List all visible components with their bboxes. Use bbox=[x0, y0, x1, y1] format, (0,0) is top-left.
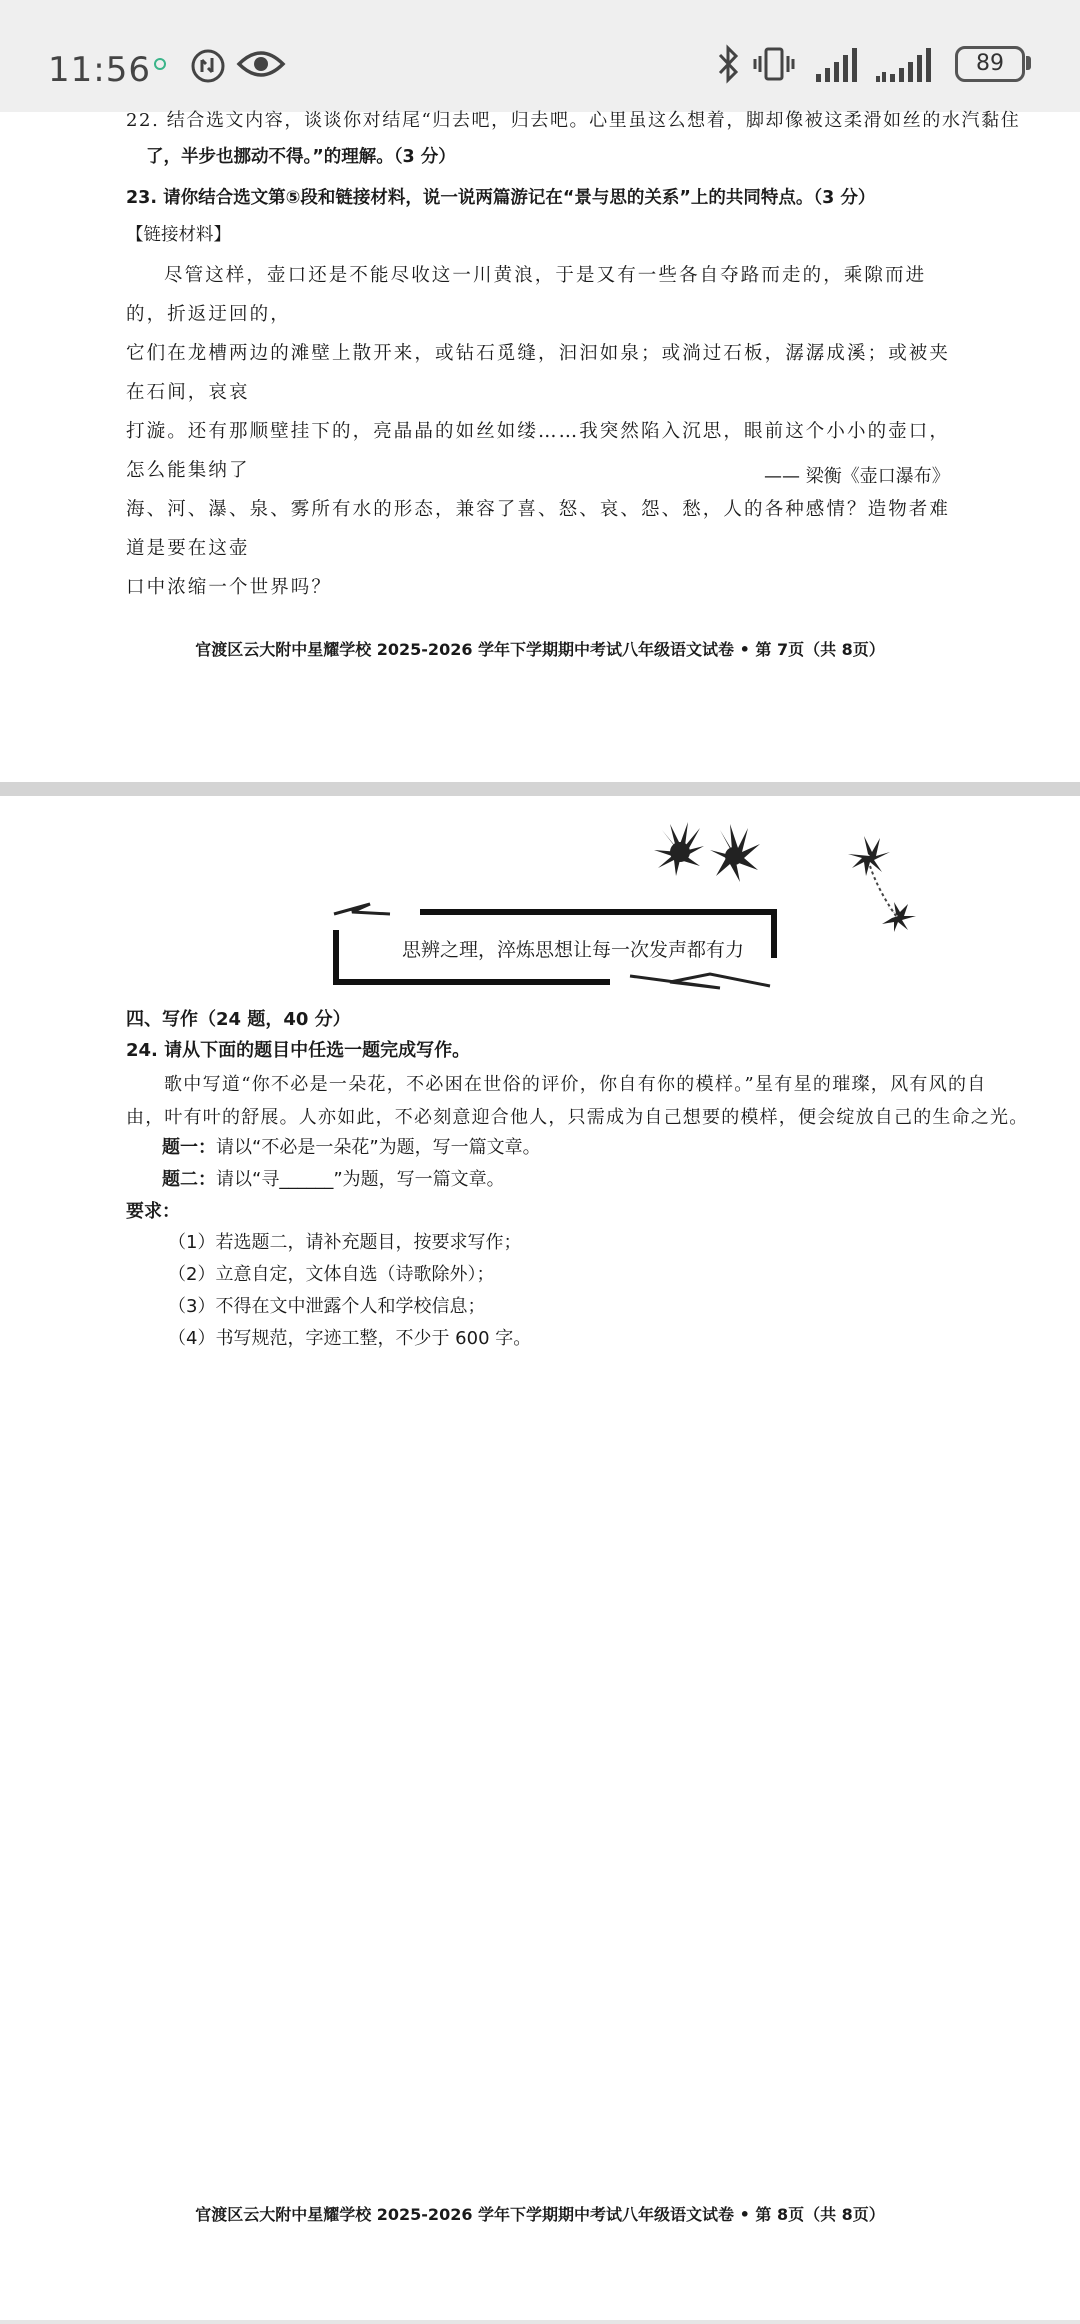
page-7-footer: 官渡区云大附中星耀学校 2025-2026 学年下学期期中考试八年级语文试卷 • 第 7页（共 8页） bbox=[195, 640, 885, 659]
page-separator bbox=[0, 782, 1080, 796]
passage-attribution: —— 梁衡《壶口瀑布》 bbox=[764, 466, 950, 487]
topic-2-label: 题二： bbox=[162, 1169, 216, 1190]
passage-line: 尽管这样，壶口还是不能尽收这一川黄浪，于是又有一些各自夺路而走的，乘隙而进的，折返迂回的， bbox=[126, 265, 927, 325]
topic-1-label: 题一： bbox=[162, 1137, 216, 1158]
eye-icon bbox=[236, 46, 286, 82]
link-material-title: 【链接材料】 bbox=[126, 225, 231, 245]
requirement-item: （4）书写规范，字迹工整，不少于 600 字。 bbox=[168, 1328, 532, 1349]
topic-2-text: 请以“寻______”为题，写一篇文章。 bbox=[216, 1169, 505, 1190]
battery-icon: 89 bbox=[955, 46, 1025, 82]
writing-section-title: 四、写作（24 题，40 分） bbox=[126, 1009, 351, 1030]
requirement-item: （3）不得在文中泄露个人和学校信息； bbox=[168, 1296, 486, 1317]
passage-line: 口中浓缩一个世界吗？ bbox=[126, 577, 333, 598]
data-saver-icon bbox=[188, 46, 228, 86]
signal-icon bbox=[814, 46, 862, 84]
requirement-item: （1）若选题二，请补充题目，按要求写作； bbox=[168, 1232, 522, 1253]
writing-intro-line-1: 歌中写道“你不必是一朵花，不必困在世俗的评价，你自有你的模样。”星有星的璀璨，风有风的自 bbox=[164, 1074, 987, 1095]
topic-1-text: 请以“不必是一朵花”为题，写一篇文章。 bbox=[216, 1137, 541, 1158]
requirements-title: 要求： bbox=[126, 1201, 180, 1222]
page-bottom-divider bbox=[0, 2320, 1080, 2324]
passage-line: 打漩。还有那顺壁挂下的，亮晶晶的如丝如缕……我突然陷入沉思，眼前这个小小的壶口，怎么能集纳了 bbox=[126, 421, 951, 481]
bluetooth-icon bbox=[716, 44, 740, 84]
passage-line: 它们在龙槽两边的滩壁上散开来，或钻石觅缝，汩汩如泉；或淌过石板，潺潺成溪；或被夹在石间，哀哀 bbox=[126, 343, 951, 403]
writing-intro-line-2: 由，叶有叶的舒展。人亦如此，不必刻意迎合他人，只需成为自己想要的模样，便会绽放自己的生命之光。 bbox=[126, 1107, 1029, 1128]
topic-2 bbox=[162, 1165, 505, 1191]
signal-2-icon bbox=[874, 46, 938, 84]
battery-tip bbox=[1026, 56, 1031, 70]
notification-dot-icon bbox=[154, 58, 166, 70]
question-22-line-1: 22. 结合选文内容，谈谈你对结尾“归去吧，归去吧。心里虽这么想着，脚却像被这柔滑如丝的水汽黏住 bbox=[126, 110, 1021, 131]
question-24: 24. 请从下面的题目中任选一题完成写作。 bbox=[126, 1040, 471, 1061]
passage-line: 海、河、瀑、泉、雾所有水的形态，兼容了喜、怒、哀、怨、愁，人的各种感情？造物者难道是要在这壶 bbox=[126, 499, 951, 559]
vibrate-icon bbox=[752, 44, 796, 84]
topic-1 bbox=[162, 1133, 541, 1159]
banner-slogan: 思辨之理，淬炼思想让每一次发声都有力 bbox=[402, 939, 745, 961]
status-bar bbox=[0, 0, 1080, 112]
clock: 11:56 bbox=[48, 50, 151, 90]
question-22-line-2: 了，半步也挪动不得。”的理解。（3 分） bbox=[146, 147, 456, 167]
page-8-footer: 官渡区云大附中星耀学校 2025-2026 学年下学期期中考试八年级语文试卷 • 第 8页（共 8页） bbox=[195, 2205, 885, 2224]
link-material-passage bbox=[126, 256, 956, 607]
requirement-item: （2）立意自定，文体自选（诗歌除外）； bbox=[168, 1264, 495, 1285]
question-23: 23. 请你结合选文第⑤段和链接材料，说一说两篇游记在“景与思的关系”上的共同特点。（3 分） bbox=[126, 188, 876, 208]
